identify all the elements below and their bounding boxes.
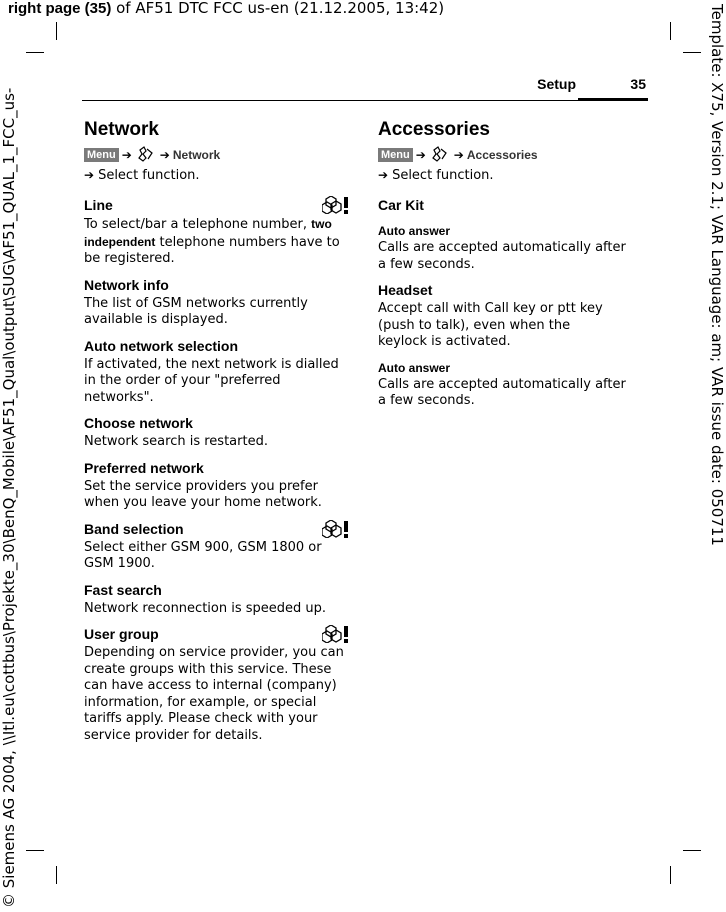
item-body: Network reconnection is speeded up. bbox=[84, 600, 327, 616]
crop-mark bbox=[683, 850, 701, 851]
page-title: Setup bbox=[537, 76, 576, 92]
item-preferred-network bbox=[84, 459, 350, 512]
crop-mark bbox=[670, 866, 671, 884]
item-title: Line bbox=[84, 197, 113, 213]
item-body bbox=[84, 216, 350, 268]
item-body-text: To select/bar a telephone number, bbox=[84, 217, 312, 232]
item-band-selection bbox=[84, 520, 350, 573]
running-header bbox=[82, 72, 648, 98]
item-title: Car Kit bbox=[378, 197, 424, 213]
print-header bbox=[8, 0, 444, 17]
item-body: Select either GSM 900, GSM 1800 or GSM 1900. bbox=[84, 539, 322, 571]
crop-mark bbox=[683, 52, 701, 53]
item-title: Choose network bbox=[84, 415, 193, 431]
settings-icon bbox=[137, 146, 155, 167]
provider-dependent-icon bbox=[322, 625, 350, 647]
provider-dependent-icon bbox=[322, 196, 350, 218]
select-function-line bbox=[84, 167, 350, 184]
right-column bbox=[378, 118, 632, 410]
item-body: The list of GSM networks currently available is displayed. bbox=[84, 295, 308, 327]
menu-path-crumb: Network bbox=[172, 148, 221, 162]
crop-mark bbox=[670, 22, 671, 40]
item-body-emphasis: two independent bbox=[84, 217, 332, 249]
page-number: 35 bbox=[630, 76, 646, 92]
item-line bbox=[84, 196, 350, 268]
menu-path bbox=[378, 146, 632, 167]
header-rule bbox=[82, 100, 648, 101]
arrow-icon: ➔ bbox=[415, 148, 426, 162]
item-title: Auto network selection bbox=[84, 337, 239, 354]
item-title: Network info bbox=[84, 276, 169, 293]
item-auto-network-selection bbox=[84, 337, 350, 407]
item-body: Set the service providers you prefer when you leave your home network. bbox=[84, 478, 322, 510]
item-body-text: telephone numbers have to be registered. bbox=[84, 234, 340, 266]
menu-path-crumb: Accessories bbox=[466, 148, 538, 162]
print-header-page: right page (35) bbox=[8, 0, 112, 17]
provider-dependent-icon bbox=[322, 520, 350, 542]
item-body: Accept call with Call key or ptt key (push to talk), even when the keylock is activated. bbox=[378, 301, 603, 349]
menu-path bbox=[84, 146, 350, 167]
item-body: Calls are accepted automatically after a few seconds. bbox=[378, 240, 626, 272]
item-user-group bbox=[84, 625, 350, 744]
item-body: If activated, the next network is dialled in the order of your "preferred networks". bbox=[84, 356, 339, 405]
arrow-icon: ➔ bbox=[159, 148, 170, 162]
item-body: Network search is restarted. bbox=[84, 434, 268, 449]
arrow-icon: ➔ bbox=[121, 148, 132, 162]
page-number-bar bbox=[578, 98, 648, 101]
section-heading-network: Network bbox=[84, 119, 159, 140]
select-function-text: Select function. bbox=[392, 168, 494, 183]
item-choose-network bbox=[84, 414, 350, 451]
arrow-icon: ➔ bbox=[84, 168, 95, 182]
item-title: Preferred network bbox=[84, 459, 204, 476]
menu-key-icon: Menu bbox=[378, 148, 413, 162]
crop-mark bbox=[56, 22, 57, 40]
item-body: Depending on service provider, you can create groups with this service. These can have access to internal (company) information, for example, or special tariffs apply. Please check with your service provider for details. bbox=[84, 645, 344, 743]
print-header-info: of AF51 DTC FCC us-en (21.12.2005, 13:42) bbox=[111, 0, 445, 17]
left-column bbox=[84, 118, 350, 744]
menu-key-icon: Menu bbox=[84, 148, 119, 162]
item-title: User group bbox=[84, 626, 159, 642]
side-template-info: Template: X75, Version 2.1; VAR Language: am; VAR issue date: 050711 bbox=[708, 4, 726, 546]
crop-mark bbox=[26, 52, 44, 53]
side-copyright-path: © Siemens AG 2004, \\Itl.eu\cottbus\Projekte_30\BenQ_Mobile\AF51_Qual\output\SUG\AF51_QUAL_1_FCC_us- bbox=[0, 87, 18, 908]
crop-mark bbox=[56, 866, 57, 884]
item-fast-search bbox=[84, 581, 350, 618]
select-function-text: Select function. bbox=[98, 168, 200, 183]
item-subtitle: Auto answer bbox=[378, 224, 451, 238]
select-function-line bbox=[378, 167, 632, 184]
section-heading-accessories: Accessories bbox=[378, 119, 490, 140]
arrow-icon: ➔ bbox=[453, 148, 464, 162]
item-network-info bbox=[84, 276, 350, 329]
settings-icon bbox=[431, 146, 449, 167]
item-title: Headset bbox=[378, 282, 433, 298]
item-title: Band selection bbox=[84, 520, 184, 537]
item-headset bbox=[378, 281, 632, 410]
item-subtitle: Auto answer bbox=[378, 360, 451, 375]
arrow-icon: ➔ bbox=[378, 168, 389, 182]
crop-mark bbox=[26, 850, 44, 851]
item-body: Calls are accepted automatically after a few seconds. bbox=[378, 376, 626, 408]
item-title: Fast search bbox=[84, 581, 162, 598]
item-car-kit bbox=[378, 196, 632, 273]
